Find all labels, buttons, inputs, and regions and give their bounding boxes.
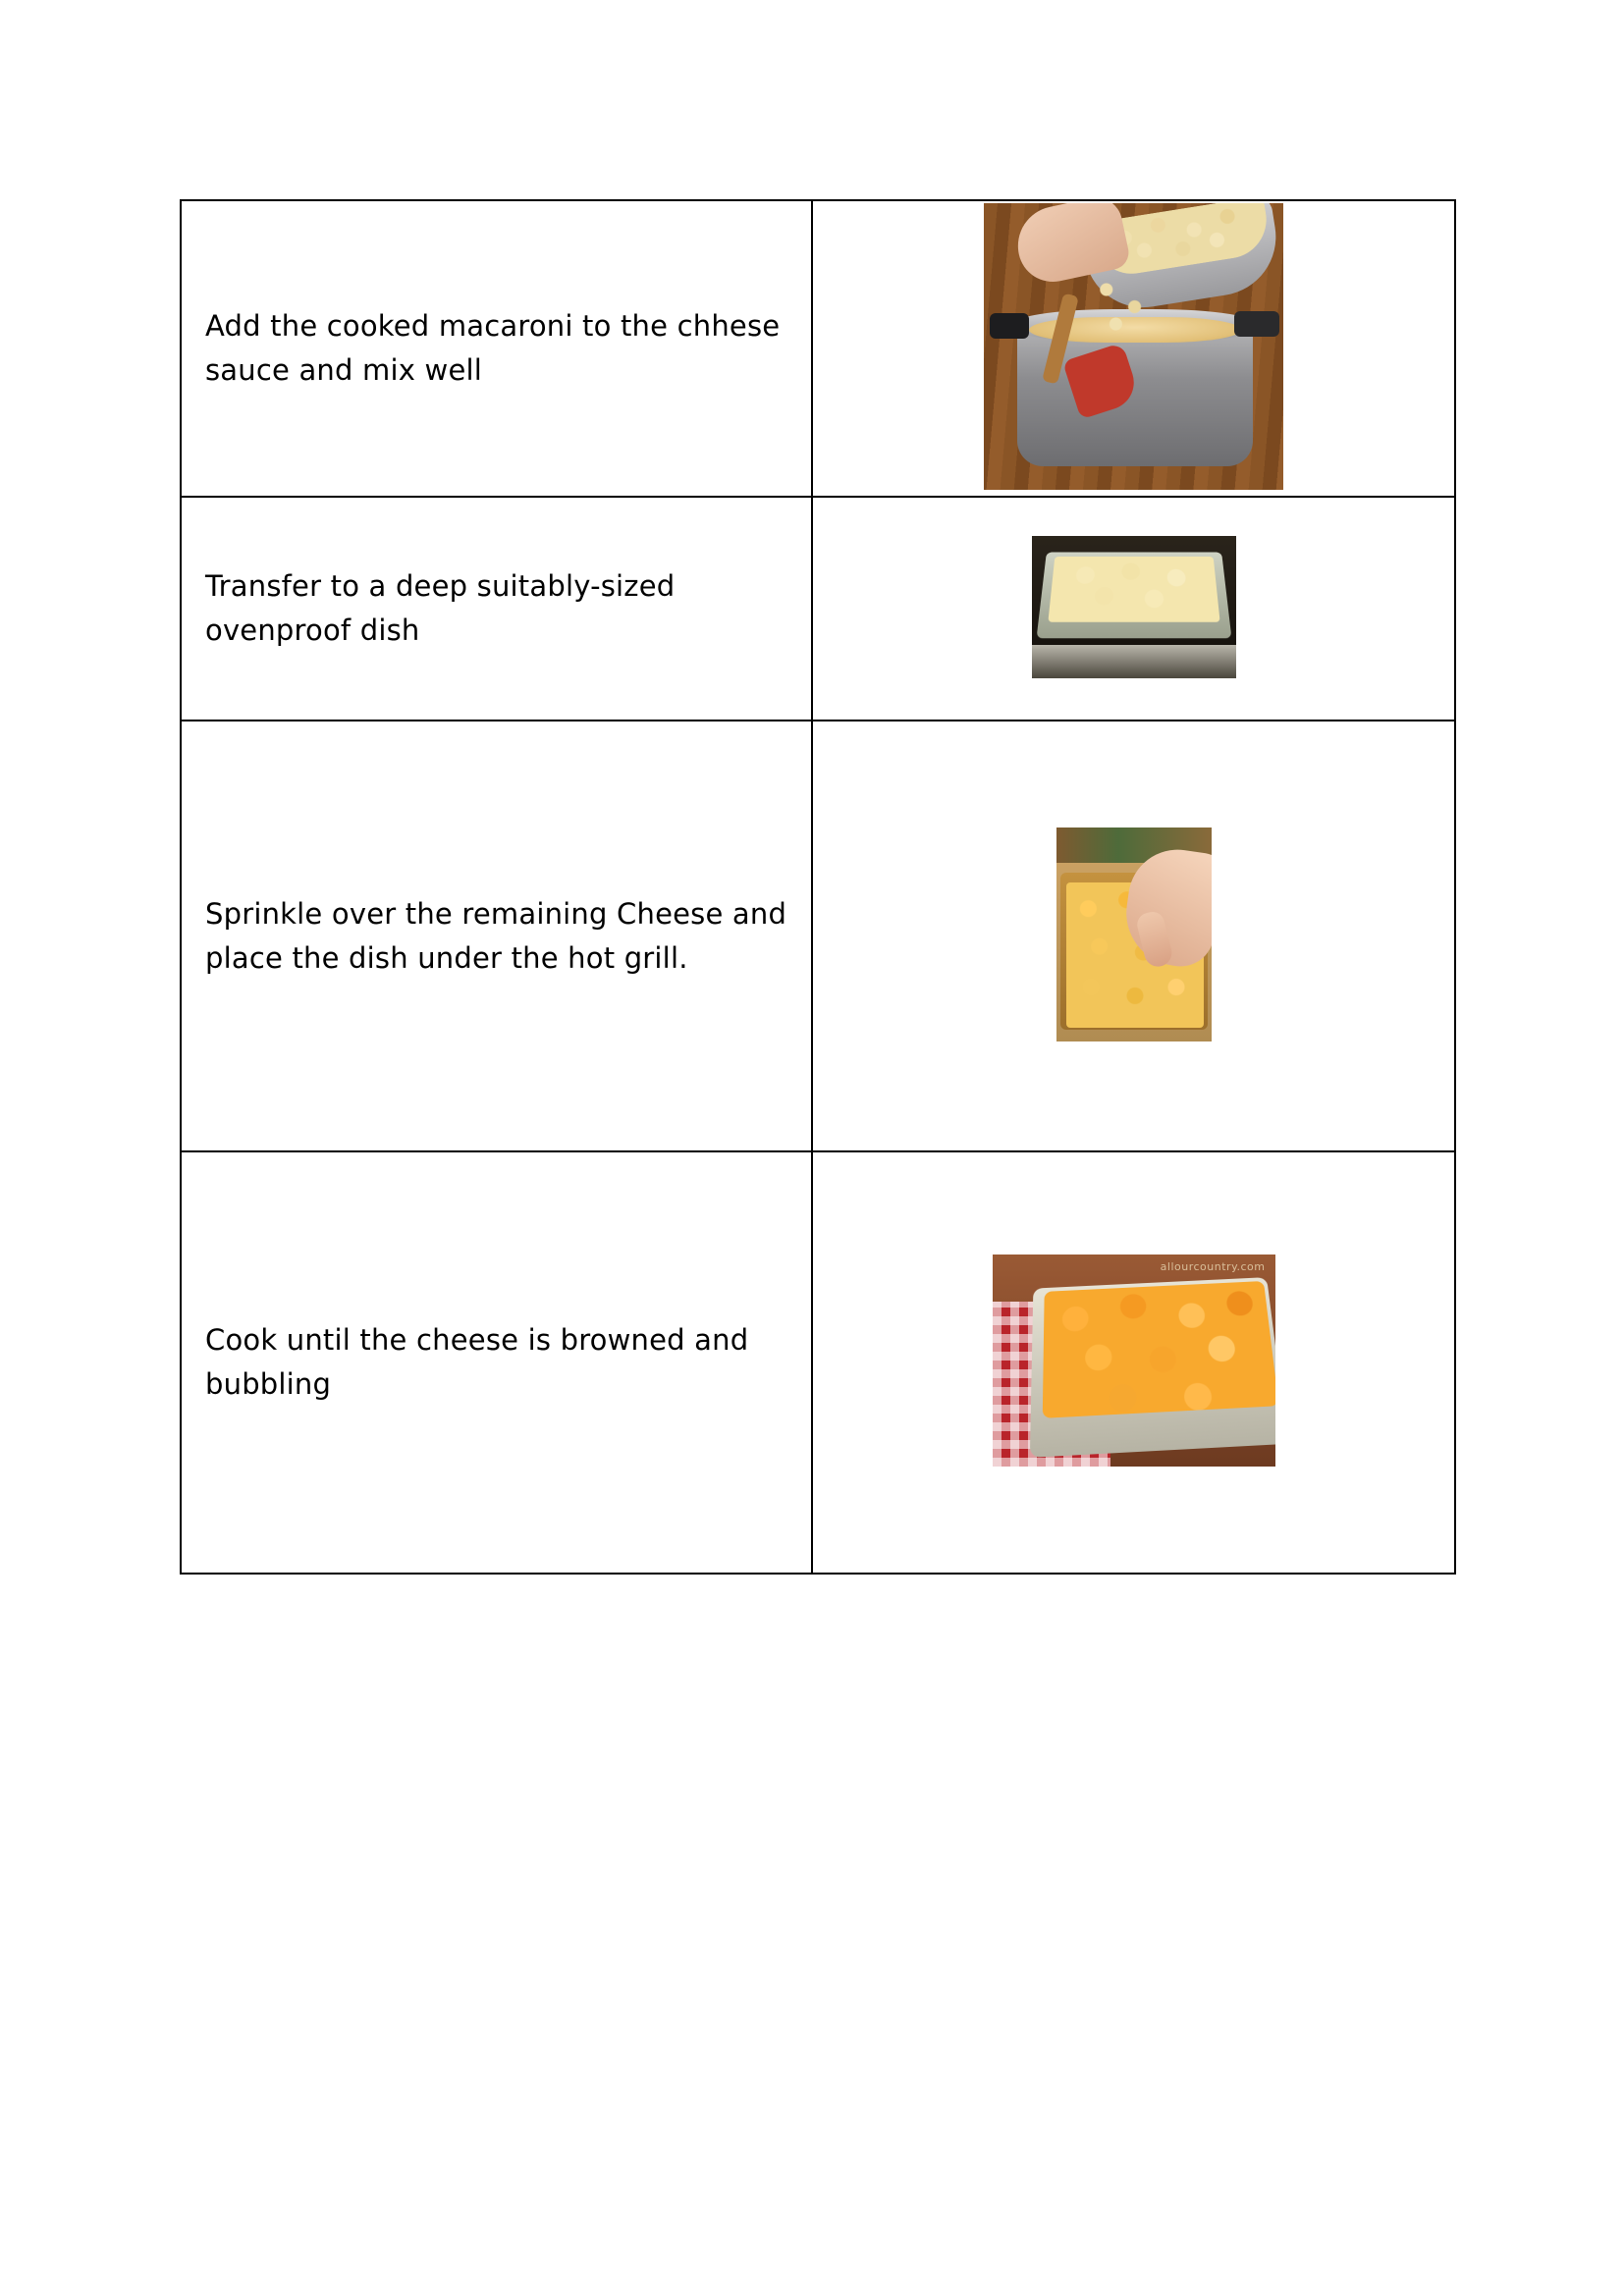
step-text-cell xyxy=(181,200,812,497)
step-text-cell xyxy=(181,1151,812,1574)
photo-browned-and-bubbling xyxy=(993,1255,1275,1467)
step-instruction: Add the cooked macaroni to the chhese sauce and mix well xyxy=(205,309,781,387)
pan-handle-right xyxy=(1234,311,1279,337)
photo-sprinkle-cheese xyxy=(1056,828,1212,1041)
image-wrapper xyxy=(813,828,1454,1045)
image-wrapper xyxy=(813,203,1454,494)
counter-surface xyxy=(1032,645,1236,678)
step-instruction: Sprinkle over the remaining Cheese and place the dish under the hot grill. xyxy=(205,896,787,975)
step-text-cell xyxy=(181,721,812,1151)
step-image-cell xyxy=(812,1151,1455,1574)
step-text-cell xyxy=(181,497,812,721)
step-instruction: Cook until the cheese is browned and bubbling xyxy=(205,1323,749,1401)
image-wrapper xyxy=(813,536,1454,682)
macaroni-mixture xyxy=(1048,557,1219,622)
step-image-cell xyxy=(812,497,1455,721)
falling-macaroni xyxy=(1078,276,1172,345)
step-image-cell xyxy=(812,721,1455,1151)
step-image-cell xyxy=(812,200,1455,497)
table-row xyxy=(181,200,1455,497)
table-row xyxy=(181,1151,1455,1574)
image-wrapper xyxy=(813,1255,1454,1470)
pan-handle-left xyxy=(990,313,1029,339)
photo-add-macaroni-to-sauce xyxy=(984,203,1283,490)
table-row xyxy=(181,497,1455,721)
step-instruction: Transfer to a deep suitably-sized ovenproof dish xyxy=(205,569,676,647)
table-row xyxy=(181,721,1455,1151)
image-watermark: allourcountry.com xyxy=(1160,1260,1266,1273)
browned-cheese-topping xyxy=(1042,1281,1274,1418)
photo-transfer-to-dish xyxy=(1032,536,1236,678)
recipe-steps-table xyxy=(180,199,1456,1575)
